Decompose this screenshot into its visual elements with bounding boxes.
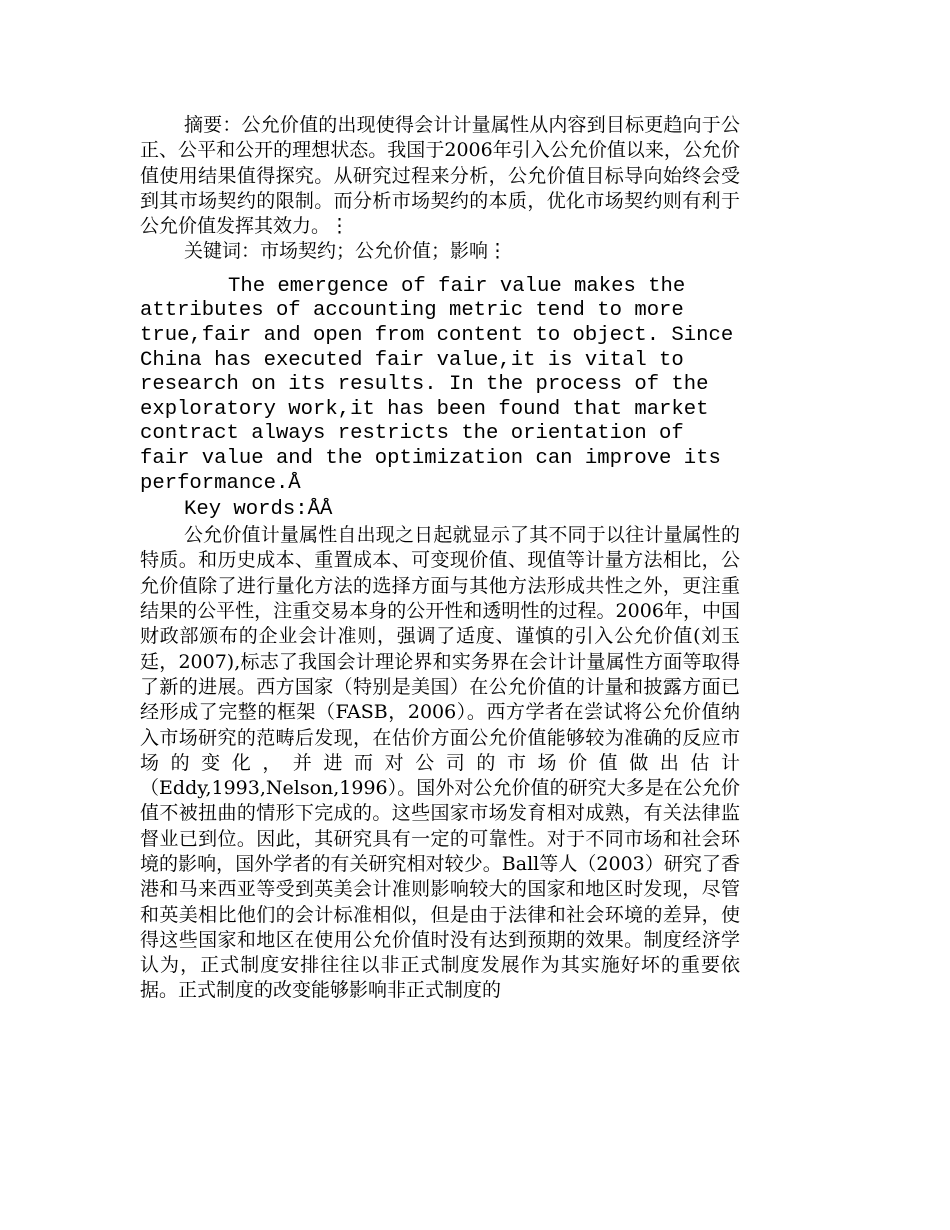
keywords-english: Key words:ÅÅ <box>184 498 333 522</box>
abstract-chinese: 摘要：公允价值的出现使得会计计量属性从内容到目标更趋向于公正、公平和公开的理想状态。我国于2006年引入公允价值以来，公允价值使用结果值得探究。从研究过程来分析，公允价值目标导向始终会受到其市场契约的限制。而分析市场契约的本质，优化市场契约则有利于公允价值发挥其效力。⋮ <box>140 114 740 238</box>
body-paragraph: 公允价值计量属性自出现之日起就显示了其不同于以往计量属性的特质。和历史成本、重置成本、可变现价值、现值等计量方法相比，公允价值除了进行量化方法的选择方面与其他方法形成共性之外，更注重结果的公平性，注重交易本身的公开性和透明性的过程。2006年，中国财政部颁布的企业会计准则，强调了适度、谨慎的引入公允价值(刘玉廷，2007),标志了我国会计理论界和实务界在会计计量属性方面等取得了新的进展。西方国家（特别是美国）在公允价值的计量和披露方面已经形成了完整的框架（FASB，2006）。西方学者在尝试将公允价值纳入市场研究的范畴后发现，在估价方面公允价值能够较为准确的反应市场的变化，并进而对公司的市场价值做出估计（Eddy,1993,Nelson,1996）。国外对公允价值的研究大多是在公允价值不被扭曲的情形下完成的。这些国家市场发育相对成熟，有关法律监督业已到位。因此，其研究具有一定的可靠性。对于不同市场和社会环境的影响，国外学者的有关研究相对较少。Ball等人（2003）研究了香港和马来西亚等受到英美会计准则影响较大的国家和地区时发现，尽管和英美相比他们的会计标准相似，但是由于法律和社会环境的差异，使得这些国家和地区在使用公允价值时没有达到预期的效果。制度经济学认为，正式制度安排往往以非正式制度发展作为其实施好坏的重要依据。正式制度的改变能够影响非正式制度的 <box>140 524 740 1002</box>
section-spacer <box>140 265 740 275</box>
keywords-chinese: 关键词：市场契约；公允价值；影响⋮ <box>184 240 508 263</box>
document-page <box>140 113 746 1004</box>
abstract-english: The emergence of fair value makes the attributes of accounting metric tend to more true,fair and open from content to object. Since China has executed fair value,it is vital to research on its results. In the process of the exploratory work,it has been found that market contract always restricts the orientation of fair value and the optimization can improve its performance.Å <box>140 274 746 495</box>
